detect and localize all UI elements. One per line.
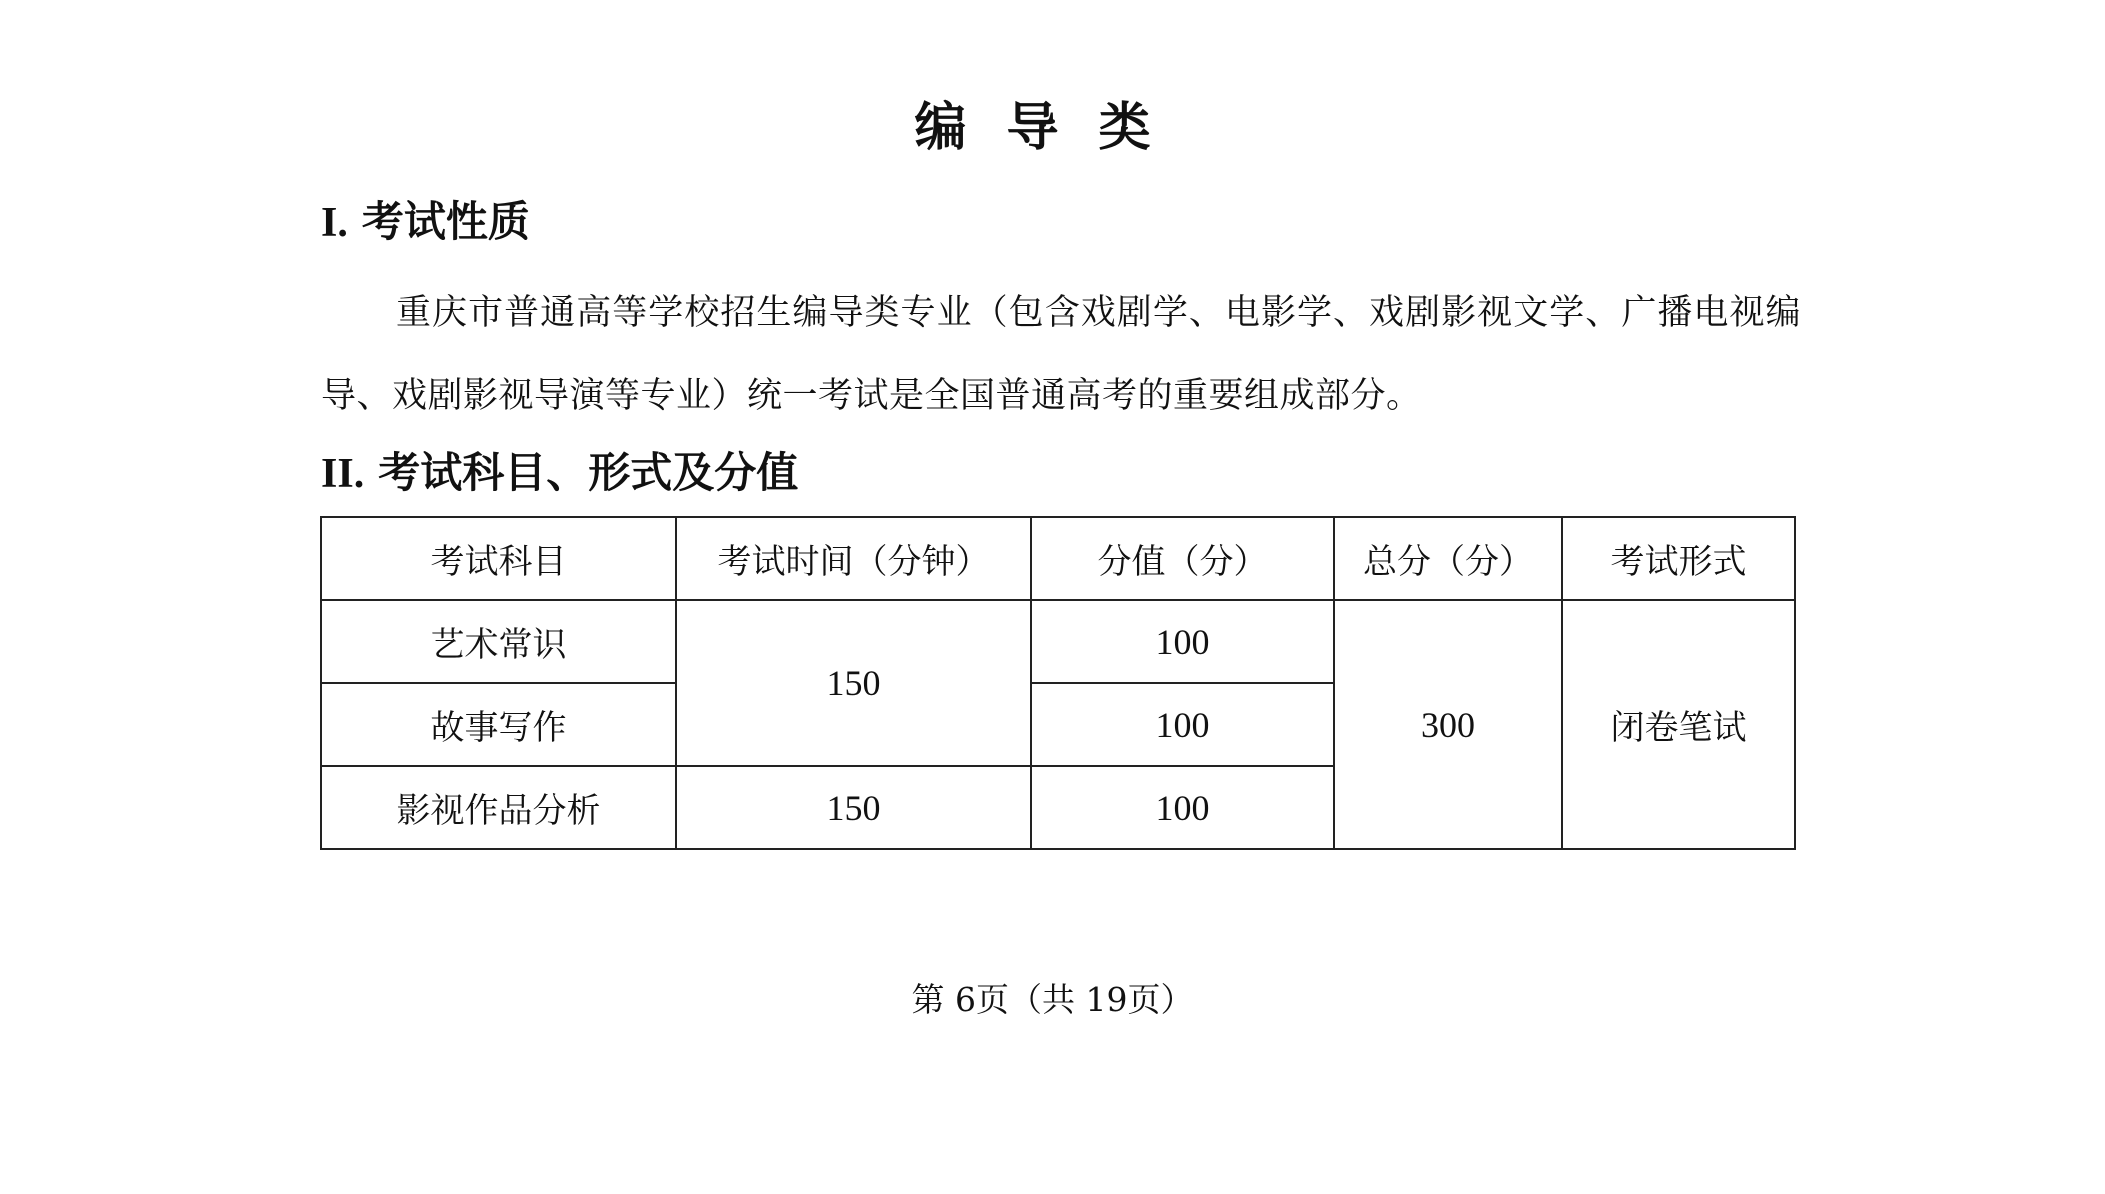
section-heading-exam-subjects (321, 443, 798, 504)
score-cell: 100 (1031, 600, 1334, 683)
subject-cell: 影视作品分析 (321, 766, 676, 849)
header-form: 考试形式 (1562, 517, 1795, 600)
time-cell: 150 (676, 600, 1031, 766)
total-cell: 300 (1334, 600, 1562, 849)
page-footer: 第 6页（共 19页） (911, 980, 1194, 1019)
section-title: 考试性质 (361, 197, 530, 246)
page-title: 编导类 (914, 98, 1191, 158)
subject-cell: 艺术常识 (321, 600, 676, 683)
section-number: I. (321, 200, 348, 246)
table-header-row (321, 517, 1795, 600)
exam-nature-paragraph: 重庆市普通高等学校招生编导类专业（包含戏剧学、电影学、戏剧影视文学、广播电视编导、戏剧影视导演等专业）统一考试是全国普通高考的重要组成部分。 (321, 293, 1801, 416)
time-cell: 150 (676, 766, 1031, 849)
form-cell: 闭卷笔试 (1562, 600, 1795, 849)
score-cell: 100 (1031, 683, 1334, 766)
section-number: II. (321, 451, 365, 497)
header-score: 分值（分） (1031, 517, 1334, 600)
header-time: 考试时间（分钟） (676, 517, 1031, 600)
section-title: 考试科目、形式及分值 (378, 448, 799, 497)
subject-cell: 故事写作 (321, 683, 676, 766)
section-heading-exam-nature (321, 192, 530, 253)
exam-subjects-table (320, 516, 1796, 850)
score-cell: 100 (1031, 766, 1334, 849)
header-subject: 考试科目 (321, 517, 676, 600)
header-total: 总分（分） (1334, 517, 1562, 600)
table-row (321, 600, 1795, 683)
